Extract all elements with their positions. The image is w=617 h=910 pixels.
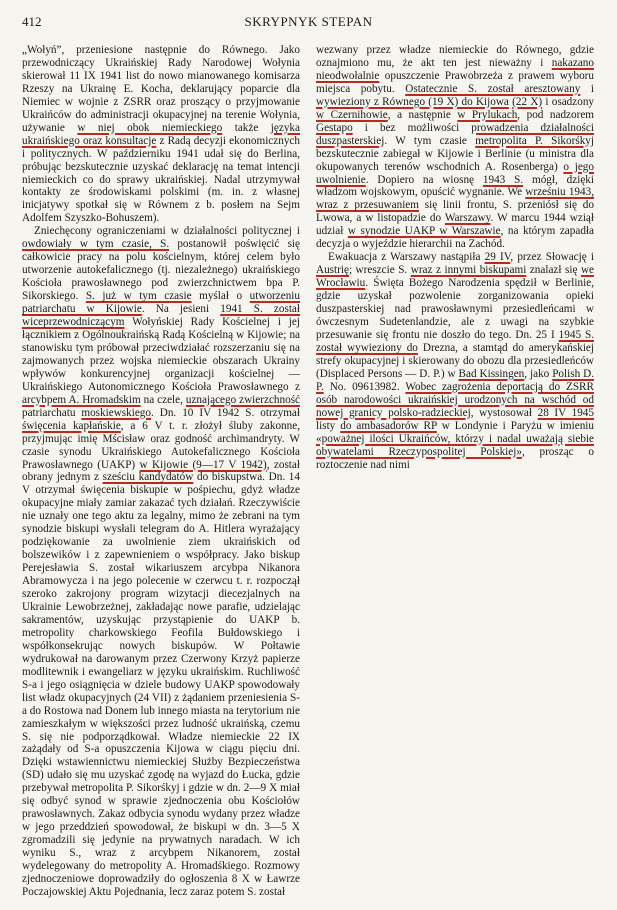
- underlined-phrase: święcenia kapłańskie: [22, 419, 121, 432]
- text-run: . Dn. 10 IV 1942 S. otrzymał: [151, 406, 300, 419]
- underlined-phrase: Bad Kissingen: [458, 367, 525, 380]
- underlined-phrase: sześciu kandydatów: [102, 471, 194, 484]
- underlined-phrase: (22 X): [512, 95, 543, 108]
- underlined-phrase: nakazano nieodwołalnie: [316, 56, 594, 82]
- text-run: myślał o: [191, 290, 250, 303]
- text-run: i: [580, 82, 594, 95]
- text-run: Drezna, a stamtąd do amerykańskiej strefy okupacyjnej i skierowany do obozu dla przesiedleńców (Displaced Persons — D. P.) w: [316, 341, 594, 380]
- paragraph: [22, 225, 300, 899]
- text-run: i bez możliwości: [352, 121, 472, 134]
- text-run: znalazł się: [526, 264, 581, 277]
- text-run: , pod nadzorem: [517, 108, 594, 121]
- underlined-phrase: 1941 S. został wiceprzewodniczącym: [22, 303, 300, 329]
- underlined-phrase: S. już w tym czasie: [85, 290, 192, 303]
- text-run: , a 6 V t. r. złożył śluby zakonne, przyjmując imię Mścisław oraz godność archimandryty. W czasie synodu Ukraińskiego Autokefalicznego Kościoła Prawosławnego (UAKP): [22, 419, 300, 471]
- text-run: . Dopiero na wiosnę: [365, 173, 483, 186]
- text-run: się linii frontu, S. przeniósł się do Lwowa, a w listopadzie do: [316, 199, 594, 225]
- text-run: , przez Słowację i: [510, 251, 594, 264]
- underlined-phrase: we Wrocławiu: [316, 264, 594, 290]
- text-column-left: [22, 44, 300, 902]
- underlined-phrase: prowadzenia działalności duszpasterskiej: [316, 121, 594, 147]
- underlined-phrase: wrześniu 1943, wraz z przesuwaniem: [316, 186, 594, 212]
- underlined-phrase: w synodzie UAKP w Warszawie: [347, 225, 501, 238]
- underlined-phrase: Austrię: [316, 264, 349, 277]
- text-run: . Na jesieni: [141, 303, 221, 316]
- text-run: „Wołyń”, przeniesione następnie do Równego. Jako przewodniczący Ukraińskiej Rady Narodowej Wołynia skierował 11 IX 1941 list do nowo mianowanego komisarza Rzeszy na Ukrainę E. Kocha, deklarujący poparcie dla Niemiec w wojnie z ZSRR oraz proszący o przyjmowanie Ukraińców do administracji okupacyjnej na terenie Wołynia, używanie: [22, 44, 300, 134]
- underlined-phrase: owdowiały w tym czasie, S.: [22, 238, 170, 251]
- text-run: z Radą decyzji ekonomicznych i politycznych. W październiku 1941 udał się do Berlina, próbując bezskutecznie uzyskać deklarację na temat intencji niemieckich co do sprawy ukraińskiej. Nadal utrzymywał kontakty ze środowiskami polskimi (m. in. z własnej inicjatywy spotkał się w Równem z b. posłem na Sejm Adolfem Szyszko-Bohuszem).: [22, 134, 300, 225]
- underlined-phrase: Polish D. P.: [316, 367, 594, 393]
- underlined-phrase: w niej obok niemieckiego: [77, 121, 223, 134]
- underlined-phrase: o jego uwolnienie: [316, 160, 594, 186]
- text-run: opuszczenie Prawobrzeża z prawem wyboru miejsca pobytu.: [316, 69, 594, 95]
- underlined-phrase: 28 IV 1945: [537, 406, 594, 419]
- paragraph: [22, 44, 300, 225]
- text-column-right: [316, 44, 594, 902]
- underlined-phrase: metropolita P. Sikorśkyj: [475, 134, 594, 147]
- text-run: , został obrany jednym z: [22, 458, 300, 484]
- underlined-phrase: w Prylukach: [457, 108, 518, 121]
- underlined-phrase: utworzeniu patriarchatu w Kijowie: [22, 290, 300, 316]
- underlined-phrase: w Kijowie (9—17 V 1942): [139, 458, 267, 471]
- underlined-phrase: Ostatecznie S. został aresztowany: [405, 82, 581, 95]
- text-run: , wystosował: [470, 406, 538, 419]
- text-run: także: [222, 121, 271, 134]
- underlined-phrase: wywieziony z Równego (19 X) do Kijowa: [316, 95, 509, 108]
- text-run: ; wreszcie S.: [348, 264, 411, 277]
- underlined-phrase: do ambasadorów RP: [340, 419, 437, 432]
- text-run: postanowił poświęcić się całkowicie pracy na polu kościelnym, której celem było utworzenie autokefalicznego (tj. niezależnego) ukraińskiego Kościoła prawosławnego pod zwierzchnictwem bpa P. Sikorskiego.: [22, 238, 300, 303]
- underlined-phrase: «poważnej ilości Ukraińców, którzy i nadal uważają siebie obywatelami Rzeczypospolitej Polskiej»: [316, 432, 594, 458]
- text-run: na czele,: [140, 393, 186, 406]
- underlined-phrase: uznającego zwierzchność: [185, 393, 300, 406]
- page-header: [22, 14, 595, 34]
- text-run: . W tym czasie: [384, 134, 476, 147]
- text-run: patriarchatu: [22, 406, 82, 419]
- underlined-phrase: Warszawy: [444, 212, 491, 225]
- text-run: Zniechęcony ograniczeniami w działalności politycznej i: [34, 225, 300, 238]
- paragraph: [316, 251, 594, 471]
- text-run: i osadzony: [542, 95, 594, 108]
- text-run: . W marcu 1944 wziął udział: [316, 212, 594, 238]
- underlined-phrase: 1943 S.: [482, 173, 524, 186]
- underlined-phrase: 1945 S. został wywieziony do: [316, 328, 594, 354]
- underlined-phrase: Gestapo: [316, 121, 353, 134]
- text-run: , jako: [524, 367, 553, 380]
- text-run: mógł, dzięki władzom wojskowym, opuścić wygnanie. We: [316, 173, 594, 199]
- text-run: w Londynie i Paryżu w imieniu: [436, 419, 594, 432]
- text-run: , a następnie: [387, 108, 458, 121]
- text-run: , na którym zapadła decyzja o wyjeździe hierarchii na Zachód.: [316, 225, 594, 251]
- text-run: bezskutecznie zabiegał w Kijowie i Berlinie (u ministra dla okupowanych terenów wschodnich A. Rosenberga): [316, 147, 594, 173]
- paragraph: [316, 44, 594, 251]
- running-head: SKRYPNYK STEPAN: [244, 14, 373, 29]
- underlined-phrase: arcybpem A. Hromadskim: [22, 393, 141, 406]
- page-number: 412: [22, 14, 42, 29]
- text-run: Wołyńskiej Rady Kościelnej i jej łącznikiem z Ogólnoukraińską Radą Kościelną w Kijowie; na stanowisku tym próbował przeciwdziałać rozszerzaniu się na zajmowanych przez wojska niemieckie obszarach Ukrainy wpływów konkurencyjnej organizacji kościelnej — Ukraińskiego Autonomicznego Kościoła Prawosławnego z: [22, 316, 300, 393]
- underlined-phrase: języka ukraińskiego oraz konsultacje: [22, 121, 300, 147]
- text-run: , prosząc o roztoczenie nad nimi: [316, 445, 594, 471]
- underlined-phrase: w Czernihowie: [316, 108, 388, 121]
- text-run: listy: [316, 419, 341, 432]
- underlined-phrase: moskiewskiego: [81, 406, 151, 419]
- underlined-phrase: wraz z innymi biskupami: [410, 264, 527, 277]
- text-run: do biskupstwa. Dn. 14 V otrzymał święcenia biskupie w pośpiechu, gdyż władze okupacyjne miały zamiar zakazać tych działań. Rzeczywiście nie uznały one tego aktu za legalny, mimo że zebrani na tym synodzie biskupi wysłali telegram do A. Hitlera wyrażający podziękowanie za uwolnienie ziem ukraińskich od bolszewików i z zapewnieniem o współpracy. Jako biskup Perejesławia S. został wikariuszem arcybpa Nikanora Abramowycza i na jego polecenie w czerwcu t. r. rozpoczął szeroko zakrojony program wizytacji diecezjalnych na Ukrainie Lewobrzeżnej, zakładając nowe parafie, udzielając sakramentów, uzyskując przystąpienie do UAKP b. metropolity charkowskiego Feofila Bułdowskiego i współkonsekrując nowych biskupów. W Połtawie wydrukował na darowanym przez Czerwony Krzyż papierze modlitewnik i ewangeliarz w języku ukraińskim. Ruchliwość S-a i jego osiągnięcia w dziele budowy UAKP spowodowały list władz okupacyjnych (24 VII) z żądaniem przeniesienia S-a do Rostowa nad Donem lub innego miasta na terytorium nie zamieszkałym w większości przez ludność ukraińską, czemu S. się nie podporządkował. Władze niemieckie 22 IX zażądały od S-a opuszczenia Kijowa w ciągu pięciu dni. Dzięki wstawiennictwu niemieckiej Służby Bezpieczeństwa (SD) udało się mu uzyskać zgodę na wyjazd do Łucka, gdzie przebywał metropolita P. Sikorśkyj i gdzie w dn. 2—9 X miał się odbyć synod w sprawie zjednoczenia obu Kościołów prawosławnych. Zakaz odbycia synodu wydany przez władze w jego przeddzień spowodował, że biskupi w dn. 3—5 X zgromadzili się jedynie na prywatnych naradach. W ich wyniku S., wraz z arcybpem Nikanorem, został wydelegowany do metropolity A. Hromadśkiego. Rozmowy zjednoczeniowe doprowadziły do ogłoszenia 8 X w Ławrze Poczajowskiej Aktu Pojednania, lecz zaraz potem S. został: [22, 471, 300, 898]
- underlined-phrase: 29 IV: [484, 251, 511, 264]
- text-run: wezwany przez władze niemieckie do Równego, gdzie oznajmiono mu, że akt ten jest nieważny i: [316, 44, 594, 69]
- text-run: No. 09613982.: [323, 380, 406, 393]
- underlined-phrase: Wobec zagrożenia deportacją do ZSRR osób narodowości ukraińskiej urodzonych na wschód od nowej granicy polsko-radzieckiej: [316, 380, 594, 419]
- text-run: Ewakuacja z Warszawy nastąpiła: [328, 251, 485, 264]
- text-run: . Święta Bożego Narodzenia spędził w Berlinie, gdzie uzyskał pozwolenie zorganizowania opieki duszpasterskiej nad prawosławnymi przesiedleńcami w ówczesnym Sudetenlandzie, ale z uwagi na szybkie przesuwanie się frontu nie doszło do tego. Dn. 25 I: [316, 277, 594, 341]
